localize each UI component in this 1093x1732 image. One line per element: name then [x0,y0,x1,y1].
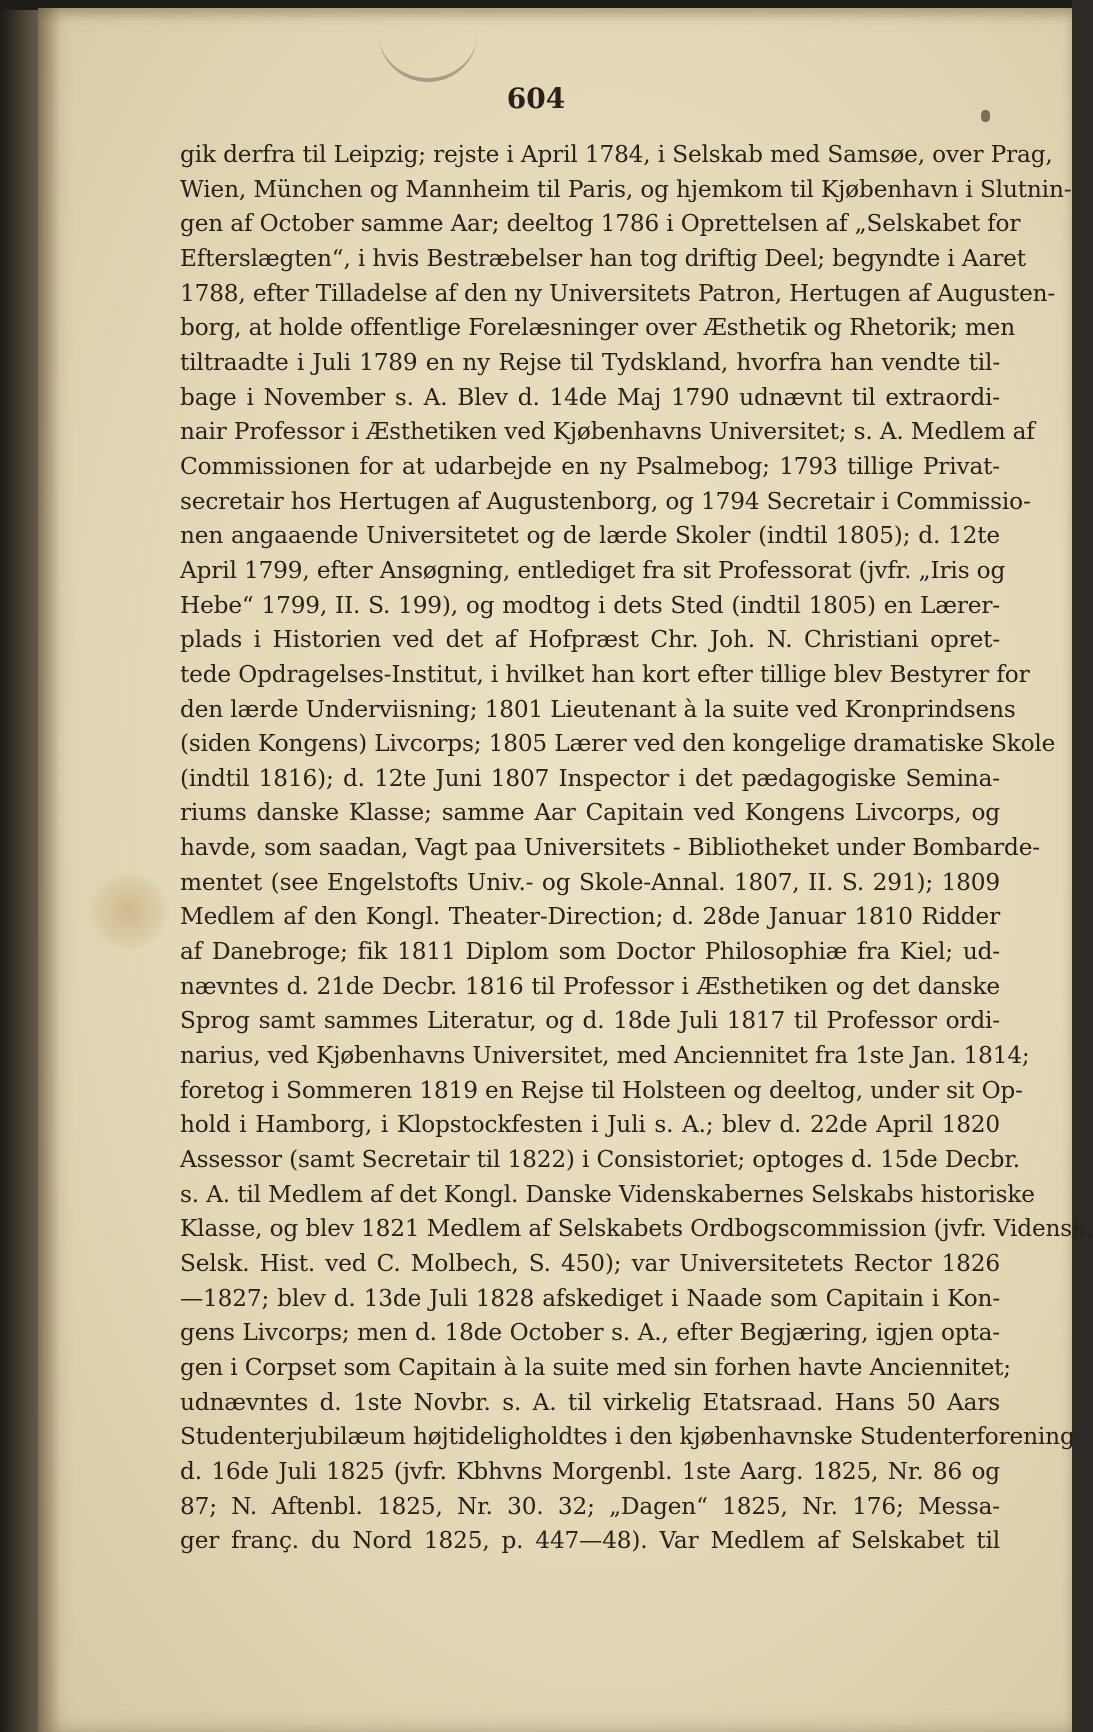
text-line: gens Livcorps; men d. 18de October s. A., efter Begjæring, igjen opta- [180,1319,1000,1347]
text-line: Wien, München og Mannheim til Paris, og hjemkom til Kjøbenhavn i Slutnin- [180,175,1072,203]
text-line: —1827; blev d. 13de Juli 1828 afskediget i Naade som Capitain i Kon- [180,1284,1000,1312]
text-line: riums danske Klasse; samme Aar Capitain ved Kongens Livcorps, og [180,799,1000,827]
text-line: Sprog samt sammes Literatur, og d. 18de Juli 1817 til Professor ordi- [180,1007,1000,1035]
text-line: gik derfra til Leipzig; rejste i April 1784, i Selskab med Samsøe, over Prag, [180,141,1053,168]
text-line: nen angaaende Universitetet og de lærde Skoler (indtil 1805); d. 12te [180,522,1000,550]
text-line: tiltraadte i Juli 1789 en ny Rejse til Tydskland, hvorfra han vendte til- [180,348,1000,376]
page-number: 604 [506,82,566,115]
text-line: ger franç. du Nord 1825, p. 447—48). Var Medlem af Selskabet til [180,1527,1000,1555]
text-line: hold i Hamborg, i Klopstockfesten i Juli s. A.; blev d. 22de April 1820 [180,1111,1000,1139]
text-line: gen af October samme Aar; deeltog 1786 i Oprettelsen af „Selskabet for [180,210,1021,238]
text-line: Assessor (samt Secretair til 1822) i Consistoriet; optoges d. 15de Decbr. [180,1146,1020,1174]
text-line: 87; N. Aftenbl. 1825, Nr. 30. 32; „Dagen“ 1825, Nr. 176; Messa- [180,1492,1000,1520]
text-line: den lærde Underviisning; 1801 Lieutenant à la suite ved Kronprindsens [180,695,1016,723]
text-line: secretair hos Hertugen af Augustenborg, og 1794 Secretair i Commissio- [180,487,1031,515]
text-line: Hebe“ 1799, II. S. 199), og modtog i dets Sted (indtil 1805) en Lærer- [180,591,1000,619]
text-line: af Danebroge; fik 1811 Diplom som Doctor Philosophiæ fra Kiel; ud- [180,938,1000,966]
text-line: Medlem af den Kongl. Theater-Direction; d. 28de Januar 1810 Ridder [180,903,1000,931]
body-text [180,138,1093,1559]
text-line: d. 16de Juli 1825 (jvfr. Kbhvns Morgenbl. 1ste Aarg. 1825, Nr. 86 og [180,1457,1000,1485]
text-line: havde, som saadan, Vagt paa Universitets - Bibliotheket under Bombarde- [180,834,1040,862]
text-line: Studenterjubilæum højtideligholdtes i den kjøbenhavnske Studenterforening [180,1423,1075,1451]
text-line: gen i Corpset som Capitain à la suite med sin forhen havte Anciennitet; [180,1353,1011,1381]
text-line: s. A. til Medlem af det Kongl. Danske Videnskabernes Selskabs historiske [180,1180,1035,1208]
gutter-shadow [38,8,60,1732]
text-line: Efterslægten“, i hvis Bestræbelser han tog driftig Deel; begyndte i Aaret [180,244,1026,272]
text-line: borg, at holde offentlige Forelæsninger over Æsthetik og Rhetorik; men [180,314,1016,342]
text-line: (siden Kongens) Livcorps; 1805 Lærer ved den kongelige dramatiske Skole [180,730,1056,758]
text-line: 1788, efter Tilladelse af den ny Universitets Patron, Hertugen af Augusten- [180,279,1056,307]
text-line: Commissionen for at udarbejde en ny Psalmebog; 1793 tillige Privat- [180,452,1000,480]
page-fold-mark [378,28,478,82]
text-line: mentet (see Engelstofts Univ.- og Skole-Annal. 1807, II. S. 291); 1809 [180,868,1000,896]
text-line: plads i Historien ved det af Hofpræst Chr. Joh. N. Christiani opret- [180,626,1000,654]
text-line: (indtil 1816); d. 12te Juni 1807 Inspector i det pædagogiske Semina- [180,764,1000,792]
text-line: nair Professor i Æsthetiken ved Kjøbenhavns Universitet; s. A. Medlem af [180,418,1035,446]
text-line: bage i November s. A. Blev d. 14de Maj 1790 udnævnt til extraordi- [180,383,1000,411]
text-line: foretog i Sommeren 1819 en Rejse til Holsteen og deeltog, under sit Op- [180,1076,1023,1104]
text-line: Selsk. Hist. ved C. Molbech, S. 450); var Universitetets Rector 1826 [180,1250,1000,1277]
paper-stain [88,873,170,949]
text-line: udnævntes d. 1ste Novbr. s. A. til virkelig Etatsraad. Hans 50 Aars [180,1388,1000,1416]
text-line: narius, ved Kjøbenhavns Universitet, med Anciennitet fra 1ste Jan. 1814; [180,1042,1030,1070]
text-line: nævntes d. 21de Decbr. 1816 til Professor i Æsthetiken og det danske [180,972,1000,1000]
text-line: April 1799, efter Ansøgning, entlediget fra sit Professorat (jvfr. „Iris og [180,556,1006,584]
text-line: tede Opdragelses-Institut, i hvilket han kort efter tillige blev Bestyrer for [180,660,1030,688]
text-line: Klasse, og blev 1821 Medlem af Selskabets Ordbogscommission (jvfr. Vidensk. [180,1215,1093,1243]
